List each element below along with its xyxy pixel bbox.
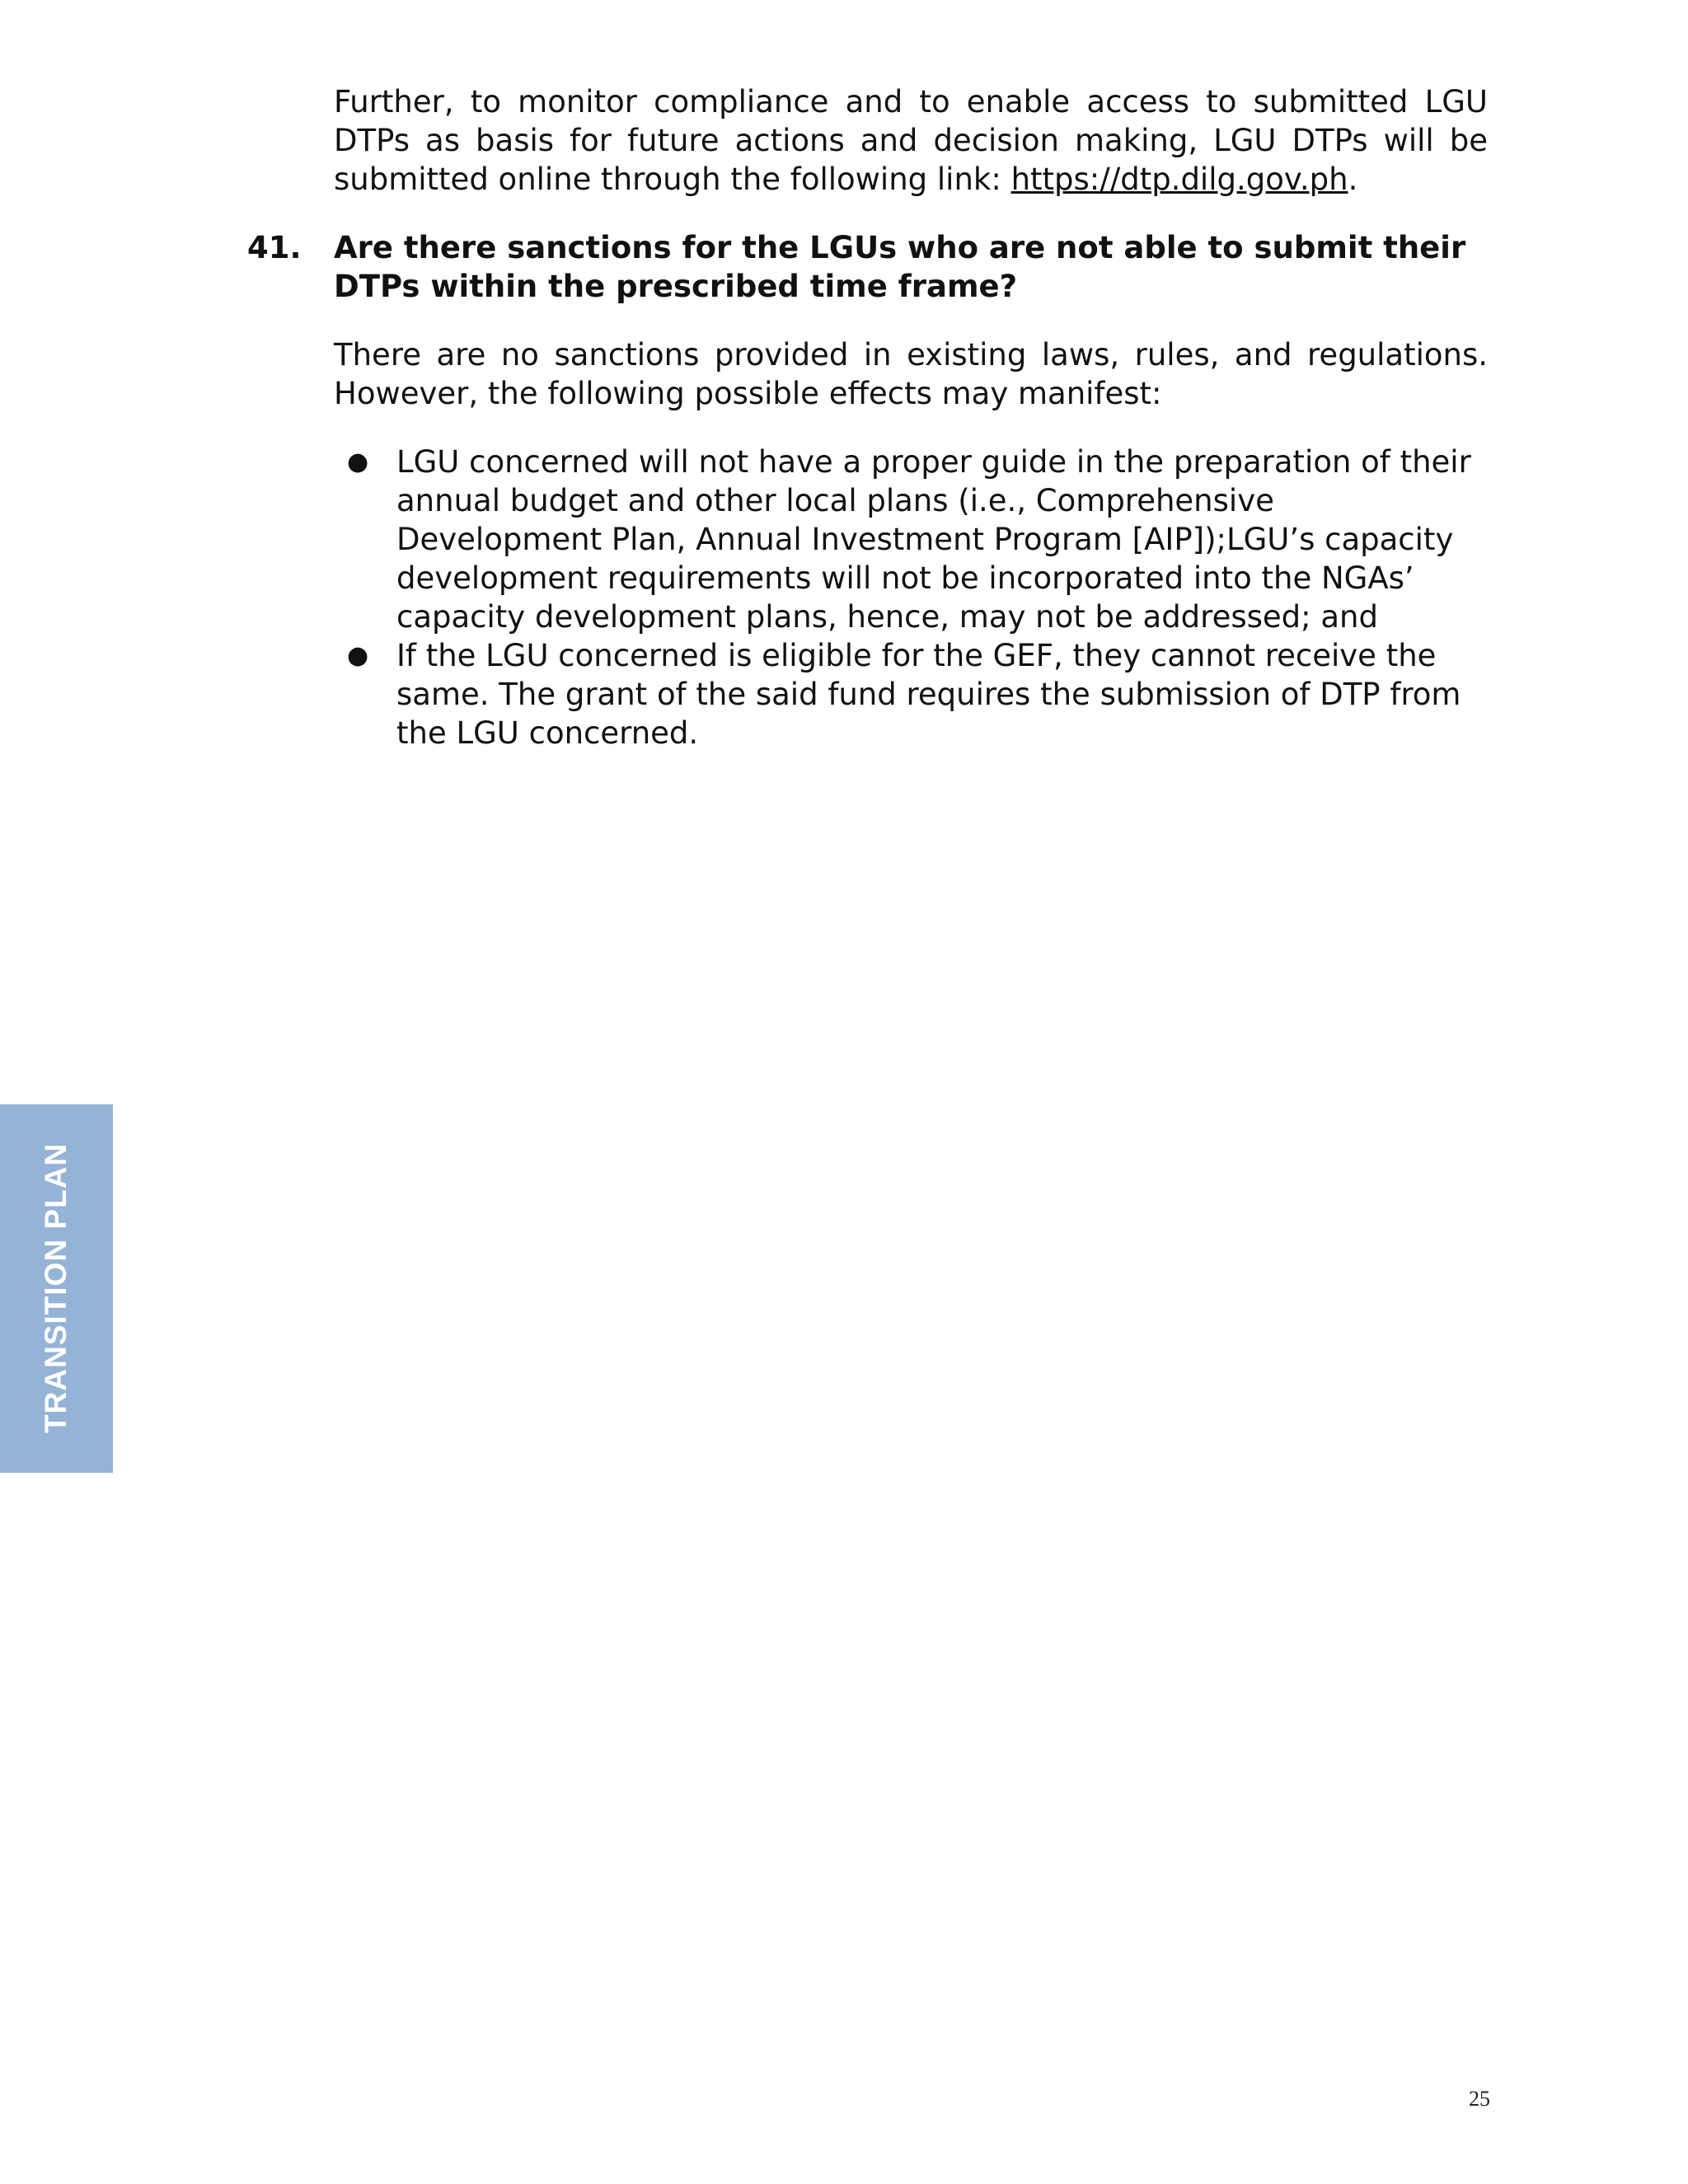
dtp-link[interactable]: https://dtp.dilg.gov.ph <box>1010 162 1348 197</box>
list-item <box>347 443 1488 636</box>
effects-list <box>334 443 1488 752</box>
question-text: Are there sanctions for the LGUs who are not able to submit their DTPs within the prescribed time frame? <box>334 230 1466 304</box>
list-item-text: If the LGU concerned is eligible for the GEF, they cannot receive the same. The grant of the said fund requires the submission of DTP from the LGU concerned. <box>396 638 1461 751</box>
bullet-icon: ● <box>347 448 369 476</box>
page-content <box>247 82 1488 752</box>
bullet-icon: ● <box>347 641 369 670</box>
question-number: 41. <box>247 230 302 265</box>
answer-paragraph: There are no sanctions provided in existing laws, rules, and regulations. However, the following possible effects may manifest: <box>334 337 1488 411</box>
intro-text: Further, to monitor compliance and to enable access to submitted LGU DTPs as basis for future actions and decision making, LGU DTPs will be submitted online through the following link: <box>334 84 1488 197</box>
side-tab-label: TRANSITION PLAN <box>39 1142 73 1434</box>
list-item <box>347 636 1488 752</box>
list-item-text: LGU concerned will not have a proper guide in the preparation of their annual budget and other local plans (i.e., Comprehensive Development Plan, Annual Investment Program [AIP]);LGU’s capacity development requirements will not be incorporated into the NGAs’ capacity development plans, hence, may not be addressed; and <box>396 444 1471 635</box>
intro-end: . <box>1348 162 1358 197</box>
intro-paragraph <box>334 82 1488 199</box>
question-41 <box>247 228 1488 306</box>
page-number: 25 <box>1469 2087 1490 2111</box>
side-tab <box>0 1104 113 1473</box>
